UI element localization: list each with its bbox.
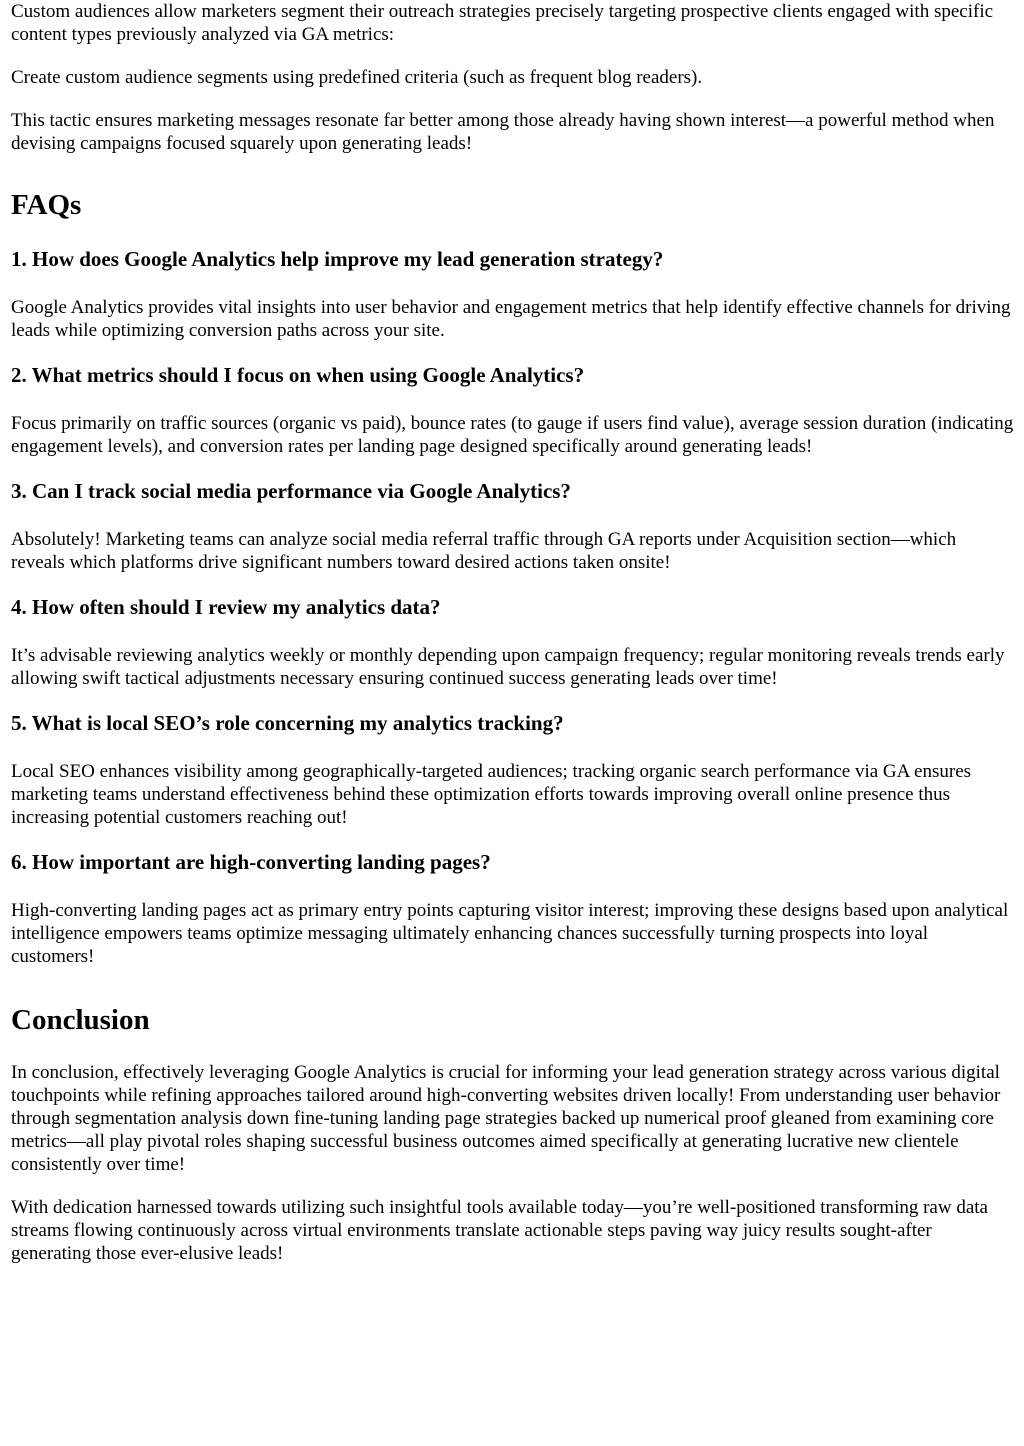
faq-item-1 (11, 246, 1014, 342)
faq-question: 5. What is local SEO’s role concerning my analytics tracking? (11, 711, 564, 735)
conclusion-paragraph-1: In conclusion, effectively leveraging Google Analytics is crucial for informing your lead generation strategy across various digital touchpoints while refining approaches tailored around high-converting websites driven locally! From understanding user behavior through segmentation analysis down fine-tuning landing page strategies backed up numerical proof gleaned from examining core metrics—all play pivotal roles shaping successful business outcomes aimed specifically at generating lucrative new clientele consistently over time! (11, 1062, 1001, 1175)
faq-item-6 (11, 849, 1014, 968)
faq-answer: Absolutely! Marketing teams can analyze social media referral traffic through GA reports under Acquisition section—which reveals which platforms drive significant numbers toward desired actions taken onsite! (11, 529, 957, 573)
faq-answer: Local SEO enhances visibility among geographically-targeted audiences; tracking organic search performance via GA ensures marketing teams understand effectiveness behind these optimization efforts towards improving overall online presence thus increasing potential customers reaching out! (11, 761, 972, 828)
intro-paragraph-2: Create custom audience segments using predefined criteria (such as frequent blog readers). (11, 67, 703, 88)
faq-answer: High-converting landing pages act as primary entry points capturing visitor interest; improving these designs based upon analytical intelligence empowers teams optimize messaging ultimately enhancing chances successfully turning prospects into loyal customers! (11, 900, 1009, 967)
faq-question: 2. What metrics should I focus on when using Google Analytics? (11, 363, 585, 387)
faq-item-5 (11, 710, 1014, 829)
faq-question: 1. How does Google Analytics help improve my lead generation strategy? (11, 247, 664, 271)
faq-item-3 (11, 478, 1014, 574)
conclusion-paragraph-2: With dedication harnessed towards utilizing such insightful tools available today—you’re well-positioned transforming raw data streams flowing continuously across virtual environments translate actionable steps paving way juicy results sought-after generating those ever-elusive leads! (11, 1197, 988, 1264)
faq-answer: It’s advisable reviewing analytics weekly or monthly depending upon campaign frequency; regular monitoring reveals trends early allowing swift tactical adjustments necessary ensuring continued success generating leads over time! (11, 645, 1005, 689)
faqs-heading: FAQs (11, 189, 82, 221)
conclusion-heading: Conclusion (11, 1004, 150, 1036)
faq-question: 3. Can I track social media performance via Google Analytics? (11, 479, 571, 503)
intro-paragraph-1: Custom audiences allow marketers segment their outreach strategies precisely targeting prospective clients engaged with specific content types previously analyzed via GA metrics: (11, 1, 994, 45)
faq-answer: Google Analytics provides vital insights into user behavior and engagement metrics that help identify effective channels for driving leads while optimizing conversion paths across your site. (11, 297, 1011, 341)
faq-item-4 (11, 594, 1014, 690)
faq-answer: Focus primarily on traffic sources (organic vs paid), bounce rates (to gauge if users find value), average session duration (indicating engagement levels), and conversion rates per landing page designed specifically around generating leads! (11, 413, 1014, 457)
faq-question: 6. How important are high-converting landing pages? (11, 850, 491, 874)
faq-item-2 (11, 362, 1014, 458)
intro-paragraph-3: This tactic ensures marketing messages resonate far better among those already having shown interest—a powerful method when devising campaigns focused squarely upon generating leads! (11, 110, 995, 154)
faq-question: 4. How often should I review my analytics data? (11, 595, 441, 619)
